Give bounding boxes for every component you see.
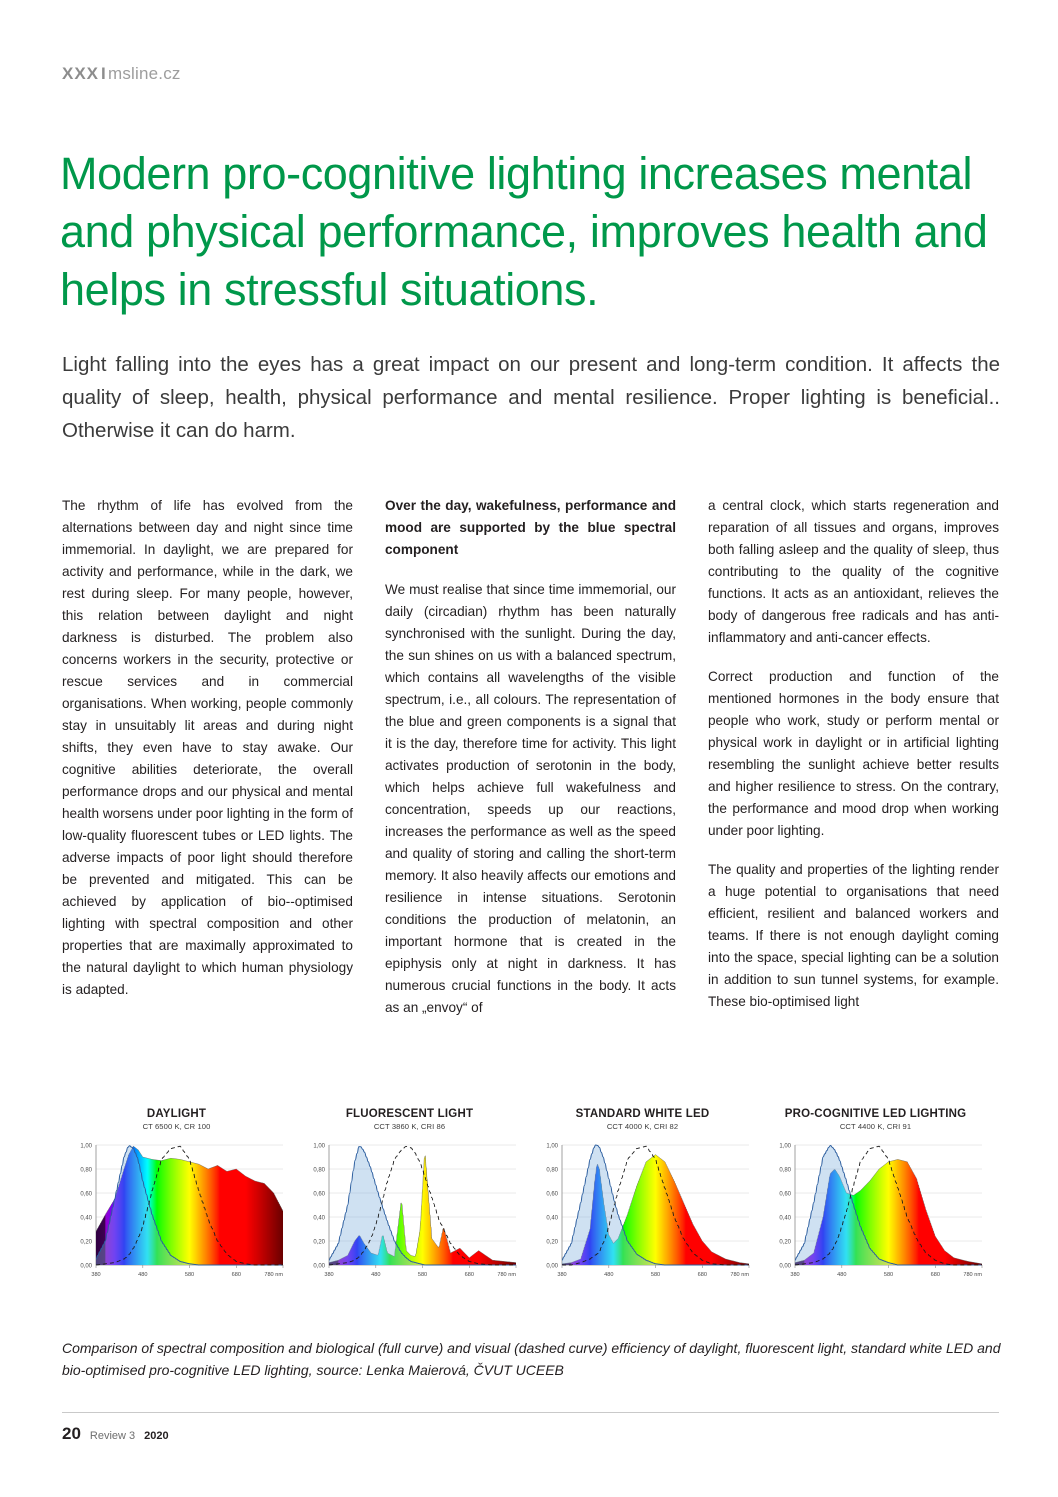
svg-text:380: 380 — [91, 1272, 101, 1278]
chart-subtitle: CCT 4400 K, CRI 91 — [839, 1122, 912, 1131]
standfirst: Light falling into the eyes has a great impact on our present and long-term condition. It affects the quality of sleep, health, physical performance and mental resilience. Proper lighting is beneficial.. Otherwise it can do harm. — [62, 353, 1000, 443]
svg-text:780 nm: 780 nm — [730, 1272, 749, 1278]
page-title: Modern pro-cognitive lighting increases mental and physical performance, improves health and helps in stressful situations. — [60, 148, 988, 316]
paragraph: We must realise that since time immemorial, our daily (circadian) rhythm has been naturally synchronised with the sunlight. During the day, the sun shines on us with a balanced spectrum, which contains all wavelengths of the visible spectrum, i.e., all colours. The representation of the blue and green components is a signal that it is the day, therefore time for activity. This light activates production of serotonin in the body, which helps achieve full wakefulness and concentration, speeds up our reactions, increases the performance as well as the speed and quality of storing and calling the short-term memory. It also heavily affects our emotions and resilience in intense situations. Serotonin conditions the production of melatonin, an important hormone that is created in the epiphysis only at night in darkness. It has numerous crucial functions in the body. It acts as an „envoy“ of — [385, 582, 676, 1016]
svg-text:380: 380 — [790, 1272, 800, 1278]
footer-year: 2020 — [144, 1430, 169, 1442]
svg-text:480: 480 — [138, 1272, 148, 1278]
figure-caption: Comparison of spectral composition and biological (full curve) and visual (dashed curve) efficiency of daylight, fluorescent light, standard white LED and bio-optimised pro-cognitive LED lighting, source: Lenka Maierová, ČVUT UCEEB — [62, 1340, 1001, 1378]
svg-text:0,60: 0,60 — [313, 1191, 325, 1198]
svg-text:680: 680 — [697, 1272, 707, 1278]
chart-subtitle: CCT 3860 K, CRI 86 — [373, 1122, 446, 1131]
svg-text:380: 380 — [557, 1272, 567, 1278]
chart-canvas-2 — [528, 1135, 757, 1285]
svg-text:0,80: 0,80 — [313, 1167, 325, 1174]
svg-text:1,00: 1,00 — [546, 1143, 558, 1150]
svg-text:1,00: 1,00 — [779, 1143, 791, 1150]
chart-subtitle: CT 6500 K, CR 100 — [142, 1122, 211, 1131]
svg-text:480: 480 — [371, 1272, 381, 1278]
chart-canvas-0 — [62, 1135, 291, 1285]
svg-text:0,40: 0,40 — [546, 1215, 558, 1222]
svg-text:0,40: 0,40 — [80, 1215, 92, 1222]
svg-text:0,40: 0,40 — [313, 1215, 325, 1222]
column-1 — [62, 495, 353, 1036]
svg-text:0,20: 0,20 — [546, 1239, 558, 1246]
svg-text:0,60: 0,60 — [80, 1191, 92, 1198]
chart-title: DAYLIGHT — [146, 1108, 207, 1120]
chart-title: PRO-COGNITIVE LED LIGHTING — [784, 1108, 967, 1120]
footer-review: Review 3 — [89, 1430, 136, 1442]
chart-row — [62, 1108, 999, 1285]
svg-text:0,00: 0,00 — [313, 1263, 325, 1270]
footer — [62, 1424, 169, 1444]
paragraph: The quality and properties of the lighting render a huge potential to organisations that need efficient, resilient and balanced workers and teams. If there is not enough daylight coming into the space, special lighting can be a solution in addition to sun tunnel systems, for example. These bio-optimised light — [708, 862, 999, 1010]
svg-text:380: 380 — [324, 1272, 334, 1278]
body-columns — [62, 495, 999, 1036]
chart-title: FLUORESCENT LIGHT — [345, 1108, 474, 1120]
svg-text:0,20: 0,20 — [313, 1239, 325, 1246]
chart-daylight — [62, 1108, 291, 1285]
svg-text:0,80: 0,80 — [779, 1167, 791, 1174]
chart-title: STANDARD WHITE LED — [575, 1108, 710, 1120]
spectra-figure — [62, 1108, 999, 1285]
masthead-left: XXX — [62, 64, 100, 83]
svg-text:480: 480 — [604, 1272, 614, 1278]
svg-text:580: 580 — [184, 1272, 195, 1278]
svg-text:0,00: 0,00 — [546, 1263, 558, 1270]
chart-subtitle: CCT 4000 K, CRI 82 — [606, 1122, 679, 1131]
svg-text:680: 680 — [231, 1272, 241, 1278]
svg-text:680: 680 — [930, 1272, 940, 1278]
svg-text:580: 580 — [883, 1272, 894, 1278]
svg-text:1,00: 1,00 — [80, 1143, 92, 1150]
page-number: 20 — [62, 1424, 81, 1443]
chart-fluorescent — [295, 1108, 524, 1285]
svg-text:0,00: 0,00 — [80, 1263, 92, 1270]
subheading: Over the day, wakefulness, performance and mood are supported by the blue spectral component — [385, 498, 676, 558]
footer-divider — [62, 1412, 999, 1413]
svg-text:780 nm: 780 nm — [497, 1272, 516, 1278]
paragraph: a central clock, which starts regeneration and reparation of all tissues and organs, improves both falling asleep and the quality of sleep, thus contributing to the quality of the cognitive functions. It acts as an antioxidant, relieves the body of dangerous free radicals and has anti-inflammatory and anti-cancer effects. — [708, 498, 999, 646]
spectrum-chart-0 — [62, 1135, 291, 1285]
svg-text:0,40: 0,40 — [779, 1215, 791, 1222]
svg-text:580: 580 — [417, 1272, 428, 1278]
column-3 — [708, 495, 999, 1036]
svg-text:0,20: 0,20 — [779, 1239, 791, 1246]
svg-text:480: 480 — [837, 1272, 847, 1278]
svg-text:0,60: 0,60 — [546, 1191, 558, 1198]
spectrum-chart-1 — [295, 1135, 524, 1285]
masthead — [62, 64, 181, 84]
svg-text:580: 580 — [650, 1272, 661, 1278]
svg-text:0,60: 0,60 — [779, 1191, 791, 1198]
svg-text:0,80: 0,80 — [546, 1167, 558, 1174]
masthead-site: msline.cz — [107, 64, 181, 83]
svg-text:0,00: 0,00 — [779, 1263, 791, 1270]
svg-text:0,80: 0,80 — [80, 1167, 92, 1174]
svg-text:1,00: 1,00 — [313, 1143, 325, 1150]
paragraph: The rhythm of life has evolved from the alternations between day and night since time immemorial. In daylight, we are prepared for activity and performance, while in the dark, we rest during sleep. For many people, however, this relation between daylight and night darkness is disturbed. The problem also concerns workers in the security, protective or rescue services and in commercial organisations. When working, people commonly stay in unsuitably lit areas and during night shifts, they even have to stay awake. Our cognitive abilities deteriorate, the overall performance drops and our physical and mental health worsens under poor lighting in the form of low-quality fluorescent tubes or LED lights. The adverse impacts of poor light should therefore be prevented and mitigated. This can be achieved by application of bio--optimised lighting with spectral composition and other properties that are maximally approximated to the natural daylight to which human physiology is adapted. — [62, 498, 353, 998]
masthead-separator: I — [101, 64, 106, 83]
chart-pro-cognitive-led — [761, 1108, 990, 1285]
svg-text:780 nm: 780 nm — [963, 1272, 982, 1278]
column-2 — [385, 495, 676, 1036]
chart-canvas-3 — [761, 1135, 990, 1285]
svg-text:780 nm: 780 nm — [264, 1272, 283, 1278]
spectrum-chart-3 — [761, 1135, 990, 1285]
chart-standard-white-led — [528, 1108, 757, 1285]
svg-text:0,20: 0,20 — [80, 1239, 92, 1246]
spectrum-chart-2 — [528, 1135, 757, 1285]
svg-text:680: 680 — [464, 1272, 474, 1278]
paragraph: Correct production and function of the mentioned hormones in the body ensure that people who work, study or perform mental or physical work in daylight or in artificial lighting resembling the sunlight achieve better results and higher resilience to stress. On the contrary, the performance and mood drop when working under poor lighting. — [708, 669, 999, 839]
chart-canvas-1 — [295, 1135, 524, 1285]
